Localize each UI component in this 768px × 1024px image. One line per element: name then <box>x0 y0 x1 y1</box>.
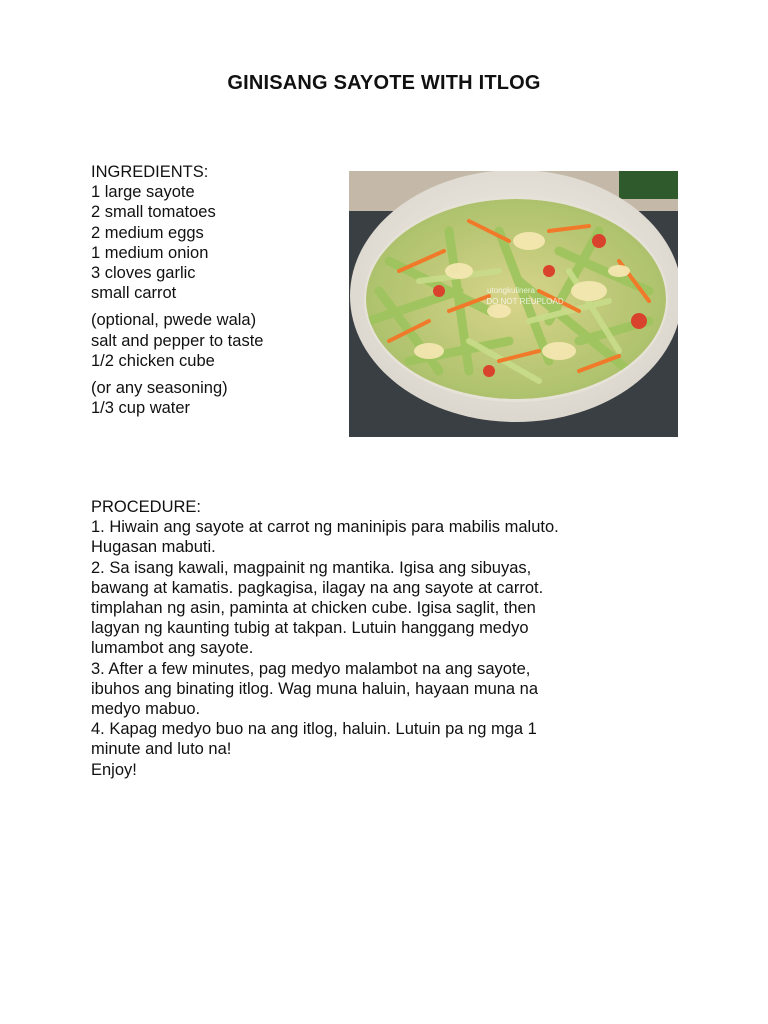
procedure-line: 4. Kapag medyo buo na ang itlog, haluin. Lutuin pa ng mga 1 <box>91 720 537 739</box>
ingredient-item: 1 medium onion <box>91 243 209 262</box>
ingredient-item: (optional, pwede wala) <box>91 311 257 330</box>
procedure-line: 2. Sa isang kawali, magpainit ng mantika. Igisa ang sibuyas, <box>91 558 532 577</box>
ingredient-item: 2 medium eggs <box>91 223 204 242</box>
ingredient-item: 1 large sayote <box>91 183 195 202</box>
ingredient-item: salt and pepper to taste <box>91 331 264 350</box>
procedure-line: Hugasan mabuti. <box>91 538 216 557</box>
procedure-line: Enjoy! <box>91 760 137 779</box>
procedure-line: medyo mabuo. <box>91 700 201 719</box>
procedure-line: lumambot ang sayote. <box>91 639 254 658</box>
procedure-section <box>91 497 691 780</box>
procedure-line: timplahan ng asin, paminta at chicken cube. Igisa saglit, then <box>91 599 536 618</box>
ingredients-heading: INGREDIENTS: <box>91 163 209 181</box>
procedure-line: bawang at kamatis. pagkagisa, ilagay na ang sayote at carrot. <box>91 578 544 597</box>
ingredient-item: 1/2 chicken cube <box>91 351 215 370</box>
procedure-line: minute and luto na! <box>91 740 232 759</box>
watermark-line2: DO NOT REUPLOAD <box>486 297 564 306</box>
procedure-heading: PROCEDURE: <box>91 498 202 516</box>
procedure-line: ibuhos ang binating itlog. Wag muna haluin, hayaan muna na <box>91 679 539 698</box>
ingredients-section <box>91 162 341 418</box>
procedure-line: 3. After a few minutes, pag medyo malambot na ang sayote, <box>91 659 531 678</box>
ingredient-item: small carrot <box>91 284 177 303</box>
procedure-line: 1. Hiwain ang sayote at carrot ng maninipis para mabilis maluto. <box>91 518 559 537</box>
ingredient-item: 3 cloves garlic <box>91 264 196 283</box>
procedure-line: lagyan ng kaunting tubig at takpan. Lutuin hanggang medyo <box>91 619 529 638</box>
ingredient-item: 1/3 cup water <box>91 399 191 418</box>
recipe-title: GINISANG SAYOTE WITH ITLOG <box>227 72 541 94</box>
ingredient-item: 2 small tomatoes <box>91 203 216 222</box>
ingredient-item: (or any seasoning) <box>91 379 228 398</box>
watermark-line1: utongkulinera <box>486 286 536 295</box>
dish-photo <box>349 171 678 437</box>
